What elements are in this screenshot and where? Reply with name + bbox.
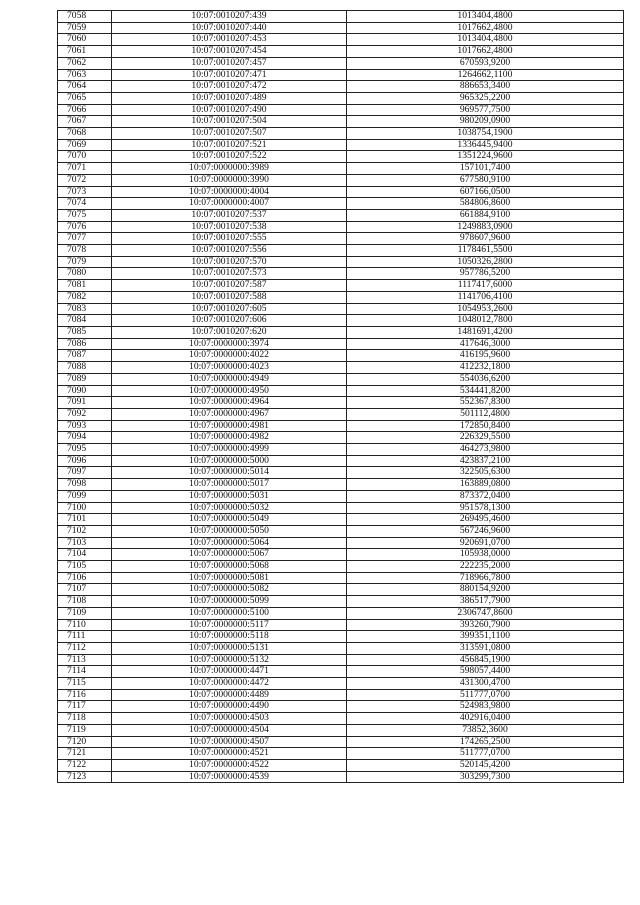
cadastral-value-cell: 584806,8600	[347, 198, 624, 210]
cadastral-number-cell: 10:07:0000000:5068	[112, 561, 347, 573]
table-row	[58, 373, 624, 385]
table-row	[58, 432, 624, 444]
row-number-cell: 7080	[58, 268, 112, 280]
cadastral-value-cell: 980209,0900	[347, 116, 624, 128]
table-row	[58, 245, 624, 257]
row-number-cell: 7122	[58, 760, 112, 772]
table-row	[58, 549, 624, 561]
cadastral-number-cell: 10:07:0010207:454	[112, 46, 347, 58]
row-number-cell: 7077	[58, 233, 112, 245]
cadastral-value-cell: 718966,7800	[347, 572, 624, 584]
row-number-cell: 7105	[58, 561, 112, 573]
row-number-cell: 7085	[58, 326, 112, 338]
cadastral-number-cell: 10:07:0010207:555	[112, 233, 347, 245]
table-row	[58, 34, 624, 46]
cadastral-value-cell: 226329,5500	[347, 432, 624, 444]
row-number-cell: 7064	[58, 81, 112, 93]
row-number-cell: 7063	[58, 69, 112, 81]
cadastral-value-cell: 105938,0000	[347, 549, 624, 561]
cadastral-number-cell: 10:07:0010207:587	[112, 280, 347, 292]
row-number-cell: 7068	[58, 128, 112, 140]
row-number-cell: 7079	[58, 256, 112, 268]
table-row	[58, 268, 624, 280]
row-number-cell: 7100	[58, 502, 112, 514]
table-row	[58, 678, 624, 690]
table-row	[58, 467, 624, 479]
row-number-cell: 7087	[58, 350, 112, 362]
cadastral-value-cell: 511777,0700	[347, 689, 624, 701]
row-number-cell: 7103	[58, 537, 112, 549]
cadastral-number-cell: 10:07:0010207:472	[112, 81, 347, 93]
cadastral-value-cell: 598057,4400	[347, 666, 624, 678]
cadastral-value-cell: 1013404,4800	[347, 11, 624, 23]
cadastral-number-cell: 10:07:0000000:4950	[112, 385, 347, 397]
table-row	[58, 584, 624, 596]
row-number-cell: 7106	[58, 572, 112, 584]
cadastral-number-cell: 10:07:0010207:439	[112, 11, 347, 23]
table-row	[58, 642, 624, 654]
row-number-cell: 7123	[58, 771, 112, 783]
table-row	[58, 326, 624, 338]
row-number-cell: 7070	[58, 151, 112, 163]
cadastral-value-cell: 1481691,4200	[347, 326, 624, 338]
row-number-cell: 7108	[58, 596, 112, 608]
cadastral-value-cell: 1048012,7800	[347, 315, 624, 327]
cadastral-number-cell: 10:07:0000000:5118	[112, 631, 347, 643]
cadastral-number-cell: 10:07:0000000:4023	[112, 362, 347, 374]
cadastral-value-cell: 1050326,2800	[347, 256, 624, 268]
cadastral-value-cell: 172850,8400	[347, 420, 624, 432]
cadastral-value-cell: 1141706,4100	[347, 291, 624, 303]
row-number-cell: 7094	[58, 432, 112, 444]
cadastral-number-cell: 10:07:0000000:5067	[112, 549, 347, 561]
row-number-cell: 7066	[58, 104, 112, 116]
table-row	[58, 315, 624, 327]
table-row	[58, 291, 624, 303]
cadastral-number-cell: 10:07:0000000:4539	[112, 771, 347, 783]
cadastral-number-cell: 10:07:0000000:5100	[112, 607, 347, 619]
row-number-cell: 7076	[58, 221, 112, 233]
row-number-cell: 7074	[58, 198, 112, 210]
table-row	[58, 104, 624, 116]
row-number-cell: 7111	[58, 631, 112, 643]
cadastral-number-cell: 10:07:0010207:507	[112, 128, 347, 140]
table-row	[58, 221, 624, 233]
cadastral-number-cell: 10:07:0010207:522	[112, 151, 347, 163]
cadastral-number-cell: 10:07:0000000:4522	[112, 760, 347, 772]
cadastral-value-cell: 269495,4600	[347, 514, 624, 526]
cadastral-value-cell: 552367,8300	[347, 397, 624, 409]
cadastral-number-cell: 10:07:0010207:538	[112, 221, 347, 233]
cadastral-number-cell: 10:07:0010207:570	[112, 256, 347, 268]
cadastral-number-cell: 10:07:0000000:5132	[112, 654, 347, 666]
row-number-cell: 7096	[58, 455, 112, 467]
row-number-cell: 7112	[58, 642, 112, 654]
cadastral-number-cell: 10:07:0000000:4004	[112, 186, 347, 198]
table-row	[58, 81, 624, 93]
cadastral-number-cell: 10:07:0010207:457	[112, 57, 347, 69]
cadastral-number-cell: 10:07:0000000:5064	[112, 537, 347, 549]
row-number-cell: 7091	[58, 397, 112, 409]
table-row	[58, 116, 624, 128]
row-number-cell: 7101	[58, 514, 112, 526]
row-number-cell: 7065	[58, 92, 112, 104]
table-row	[58, 701, 624, 713]
table-row	[58, 256, 624, 268]
table-row	[58, 397, 624, 409]
cadastral-value-cell: 322505,6300	[347, 467, 624, 479]
cadastral-value-cell: 222235,2000	[347, 561, 624, 573]
row-number-cell: 7059	[58, 22, 112, 34]
cadastral-value-cell: 567246,9600	[347, 525, 624, 537]
cadastral-number-cell: 10:07:0010207:490	[112, 104, 347, 116]
cadastral-value-cell: 402916,0400	[347, 713, 624, 725]
cadastral-value-cell: 1017662,4800	[347, 46, 624, 58]
row-number-cell: 7084	[58, 315, 112, 327]
table-row	[58, 57, 624, 69]
table-row	[58, 760, 624, 772]
row-number-cell: 7058	[58, 11, 112, 23]
table-row	[58, 92, 624, 104]
row-number-cell: 7102	[58, 525, 112, 537]
table-row	[58, 666, 624, 678]
cadastral-value-cell: 957786,5200	[347, 268, 624, 280]
cadastral-number-cell: 10:07:0000000:4982	[112, 432, 347, 444]
cadastral-number-cell: 10:07:0000000:5117	[112, 619, 347, 631]
cadastral-number-cell: 10:07:0000000:3989	[112, 163, 347, 175]
row-number-cell: 7081	[58, 280, 112, 292]
table-row	[58, 537, 624, 549]
row-number-cell: 7110	[58, 619, 112, 631]
row-number-cell: 7095	[58, 444, 112, 456]
row-number-cell: 7119	[58, 724, 112, 736]
cadastral-number-cell: 10:07:0010207:471	[112, 69, 347, 81]
table-row	[58, 350, 624, 362]
cadastral-value-cell: 174265,2500	[347, 736, 624, 748]
cadastral-number-cell: 10:07:0000000:4967	[112, 408, 347, 420]
cadastral-value-cell: 73852,3600	[347, 724, 624, 736]
table-row	[58, 514, 624, 526]
table-row	[58, 607, 624, 619]
cadastral-number-cell: 10:07:0000000:4489	[112, 689, 347, 701]
row-number-cell: 7078	[58, 245, 112, 257]
cadastral-value-cell: 1249883,0900	[347, 221, 624, 233]
table-row	[58, 502, 624, 514]
cadastral-value-cell: 157101,7400	[347, 163, 624, 175]
row-number-cell: 7083	[58, 303, 112, 315]
cadastral-value-cell: 1336445,9400	[347, 139, 624, 151]
row-number-cell: 7099	[58, 490, 112, 502]
table-row	[58, 455, 624, 467]
table-row	[58, 280, 624, 292]
table-row	[58, 186, 624, 198]
cadastral-value-cell: 163889,0800	[347, 479, 624, 491]
table-row	[58, 736, 624, 748]
table-row	[58, 163, 624, 175]
table-row	[58, 689, 624, 701]
cadastral-value-cell: 978607,9600	[347, 233, 624, 245]
cadastral-value-cell: 393260,7900	[347, 619, 624, 631]
cadastral-value-cell: 313591,0800	[347, 642, 624, 654]
cadastral-value-cell: 607166,0500	[347, 186, 624, 198]
cadastral-value-cell: 880154,9200	[347, 584, 624, 596]
cadastral-number-cell: 10:07:0010207:573	[112, 268, 347, 280]
cadastral-value-cell: 520145,4200	[347, 760, 624, 772]
row-number-cell: 7075	[58, 209, 112, 221]
table-row	[58, 408, 624, 420]
cadastral-number-cell: 10:07:0000000:4999	[112, 444, 347, 456]
cadastral-number-cell: 10:07:0000000:5081	[112, 572, 347, 584]
table-row	[58, 420, 624, 432]
cadastral-value-cell: 456845,1900	[347, 654, 624, 666]
cadastral-number-cell: 10:07:0000000:5082	[112, 584, 347, 596]
row-number-cell: 7116	[58, 689, 112, 701]
cadastral-number-cell: 10:07:0010207:588	[112, 291, 347, 303]
table-row	[58, 198, 624, 210]
cadastral-number-cell: 10:07:0010207:605	[112, 303, 347, 315]
row-number-cell: 7114	[58, 666, 112, 678]
table-row	[58, 771, 624, 783]
cadastral-value-cell: 951578,1300	[347, 502, 624, 514]
cadastral-number-cell: 10:07:0010207:489	[112, 92, 347, 104]
table-row	[58, 724, 624, 736]
table-row	[58, 490, 624, 502]
table-row	[58, 631, 624, 643]
cadastral-number-cell: 10:07:0000000:5000	[112, 455, 347, 467]
cadastral-number-cell: 10:07:0000000:5017	[112, 479, 347, 491]
cadastral-number-cell: 10:07:0000000:4472	[112, 678, 347, 690]
cadastral-number-cell: 10:07:0010207:556	[112, 245, 347, 257]
table-row	[58, 444, 624, 456]
cadastral-value-cell: 969577,7500	[347, 104, 624, 116]
cadastral-number-cell: 10:07:0000000:4521	[112, 748, 347, 760]
cadastral-value-cell: 1178461,5500	[347, 245, 624, 257]
cadastral-number-cell: 10:07:0000000:5049	[112, 514, 347, 526]
cadastral-value-cell: 399351,1100	[347, 631, 624, 643]
cadastral-value-cell: 417646,3000	[347, 338, 624, 350]
row-number-cell: 7120	[58, 736, 112, 748]
cadastral-value-cell: 1038754,1900	[347, 128, 624, 140]
row-number-cell: 7071	[58, 163, 112, 175]
cadastral-value-cell: 965325,2200	[347, 92, 624, 104]
row-number-cell: 7115	[58, 678, 112, 690]
row-number-cell: 7060	[58, 34, 112, 46]
cadastral-value-cell: 423837,2100	[347, 455, 624, 467]
cadastral-number-cell: 10:07:0000000:4507	[112, 736, 347, 748]
table-row	[58, 713, 624, 725]
cadastral-value-cell: 431300,4700	[347, 678, 624, 690]
cadastral-number-cell: 10:07:0000000:5014	[112, 467, 347, 479]
cadastral-value-cell: 416195,9600	[347, 350, 624, 362]
cadastral-value-cell: 386517,7900	[347, 596, 624, 608]
cadastral-number-cell: 10:07:0010207:453	[112, 34, 347, 46]
table-row	[58, 303, 624, 315]
cadastral-number-cell: 10:07:0000000:5031	[112, 490, 347, 502]
table-row	[58, 525, 624, 537]
cadastral-number-cell: 10:07:0000000:3990	[112, 174, 347, 186]
document-page	[57, 10, 624, 783]
cadastral-number-cell: 10:07:0010207:620	[112, 326, 347, 338]
row-number-cell: 7121	[58, 748, 112, 760]
cadastral-number-cell: 10:07:0000000:4964	[112, 397, 347, 409]
table-row	[58, 362, 624, 374]
cadastral-value-table	[57, 10, 624, 783]
table-row	[58, 69, 624, 81]
table-row	[58, 209, 624, 221]
cadastral-value-cell: 303299,7300	[347, 771, 624, 783]
cadastral-value-cell: 677580,9100	[347, 174, 624, 186]
row-number-cell: 7117	[58, 701, 112, 713]
table-row	[58, 22, 624, 34]
table-row	[58, 561, 624, 573]
table-row	[58, 46, 624, 58]
cadastral-value-cell: 2306747,8600	[347, 607, 624, 619]
row-number-cell: 7062	[58, 57, 112, 69]
cadastral-value-cell: 1013404,4800	[347, 34, 624, 46]
table-row	[58, 233, 624, 245]
cadastral-value-cell: 1017662,4800	[347, 22, 624, 34]
table-row	[58, 385, 624, 397]
row-number-cell: 7118	[58, 713, 112, 725]
row-number-cell: 7067	[58, 116, 112, 128]
table-row	[58, 128, 624, 140]
row-number-cell: 7061	[58, 46, 112, 58]
row-number-cell: 7104	[58, 549, 112, 561]
cadastral-number-cell: 10:07:0010207:521	[112, 139, 347, 151]
cadastral-value-cell: 1264662,1100	[347, 69, 624, 81]
table-row	[58, 11, 624, 23]
table-row	[58, 654, 624, 666]
cadastral-value-cell: 501112,4800	[347, 408, 624, 420]
cadastral-value-cell: 886653,3400	[347, 81, 624, 93]
cadastral-value-cell: 554036,6200	[347, 373, 624, 385]
cadastral-number-cell: 10:07:0000000:4490	[112, 701, 347, 713]
cadastral-number-cell: 10:07:0010207:504	[112, 116, 347, 128]
table-row	[58, 572, 624, 584]
cadastral-number-cell: 10:07:0000000:4981	[112, 420, 347, 432]
cadastral-number-cell: 10:07:0010207:537	[112, 209, 347, 221]
cadastral-value-cell: 1351224,9600	[347, 151, 624, 163]
table-row	[58, 139, 624, 151]
cadastral-value-cell: 412232,1800	[347, 362, 624, 374]
cadastral-number-cell: 10:07:0000000:5131	[112, 642, 347, 654]
table-row	[58, 151, 624, 163]
cadastral-number-cell: 10:07:0000000:4949	[112, 373, 347, 385]
cadastral-number-cell: 10:07:0000000:4007	[112, 198, 347, 210]
cadastral-number-cell: 10:07:0000000:5099	[112, 596, 347, 608]
cadastral-number-cell: 10:07:0000000:4503	[112, 713, 347, 725]
row-number-cell: 7069	[58, 139, 112, 151]
cadastral-value-cell: 464273,9800	[347, 444, 624, 456]
cadastral-value-cell: 511777,0700	[347, 748, 624, 760]
cadastral-number-cell: 10:07:0010207:606	[112, 315, 347, 327]
cadastral-number-cell: 10:07:0000000:4504	[112, 724, 347, 736]
row-number-cell: 7088	[58, 362, 112, 374]
row-number-cell: 7097	[58, 467, 112, 479]
table-row	[58, 596, 624, 608]
row-number-cell: 7098	[58, 479, 112, 491]
table-row	[58, 619, 624, 631]
cadastral-number-cell: 10:07:0000000:3974	[112, 338, 347, 350]
cadastral-number-cell: 10:07:0000000:5050	[112, 525, 347, 537]
cadastral-number-cell: 10:07:0000000:5032	[112, 502, 347, 514]
cadastral-number-cell: 10:07:0000000:4471	[112, 666, 347, 678]
row-number-cell: 7089	[58, 373, 112, 385]
row-number-cell: 7109	[58, 607, 112, 619]
table-row	[58, 748, 624, 760]
table-row	[58, 479, 624, 491]
row-number-cell: 7090	[58, 385, 112, 397]
cadastral-value-cell: 661884,9100	[347, 209, 624, 221]
cadastral-value-cell: 670593,9200	[347, 57, 624, 69]
row-number-cell: 7093	[58, 420, 112, 432]
cadastral-value-cell: 524983,9800	[347, 701, 624, 713]
cadastral-value-cell: 1054953,2600	[347, 303, 624, 315]
cadastral-value-cell: 534441,8200	[347, 385, 624, 397]
row-number-cell: 7086	[58, 338, 112, 350]
cadastral-value-cell: 1117417,6000	[347, 280, 624, 292]
row-number-cell: 7082	[58, 291, 112, 303]
table-row	[58, 338, 624, 350]
cadastral-value-cell: 873372,0400	[347, 490, 624, 502]
cadastral-number-cell: 10:07:0000000:4022	[112, 350, 347, 362]
row-number-cell: 7072	[58, 174, 112, 186]
row-number-cell: 7107	[58, 584, 112, 596]
cadastral-value-cell: 920691,0700	[347, 537, 624, 549]
row-number-cell: 7073	[58, 186, 112, 198]
row-number-cell: 7113	[58, 654, 112, 666]
row-number-cell: 7092	[58, 408, 112, 420]
table-row	[58, 174, 624, 186]
cadastral-number-cell: 10:07:0010207:440	[112, 22, 347, 34]
table-body	[58, 11, 624, 783]
